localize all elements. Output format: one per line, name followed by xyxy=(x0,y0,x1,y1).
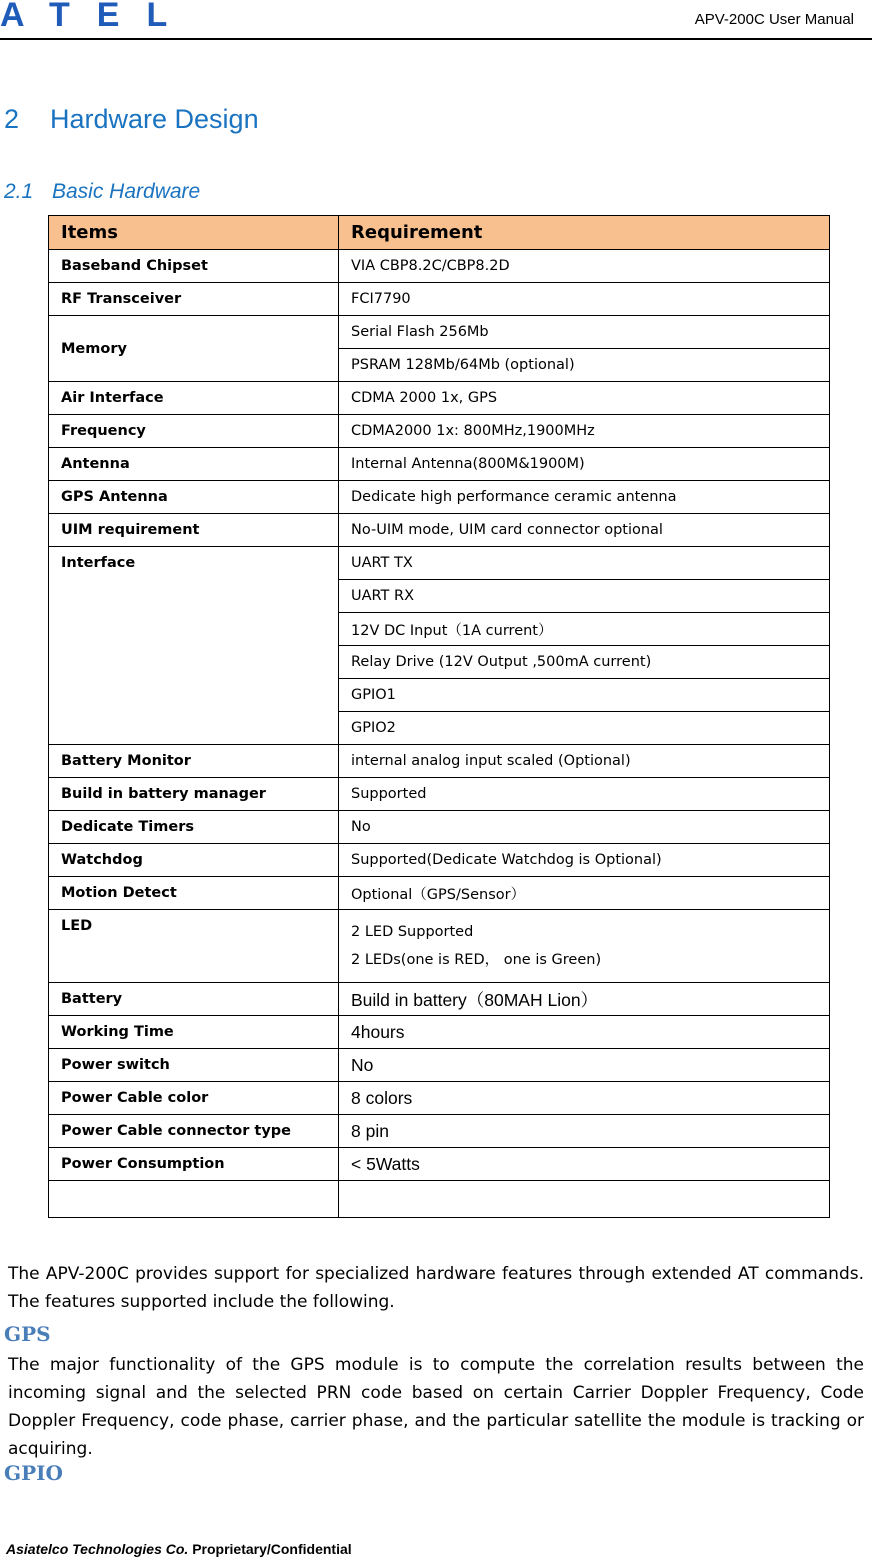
gps-paragraph: The major functionality of the GPS module is to compute the correlation results between the incoming signal and the selected PRN code based on certain Carrier Doppler Frequency, Code Doppler Frequency, code phase, carrier phase, and the particular satellite the module is tracking or acquiring. xyxy=(8,1355,864,1459)
table-row xyxy=(49,250,830,283)
table-row xyxy=(49,415,830,448)
table-row xyxy=(49,481,830,514)
row-key: Working Time xyxy=(49,1016,339,1049)
row-key: UIM requirement xyxy=(49,514,339,547)
table-row xyxy=(49,745,830,778)
row-value: 8 colors xyxy=(339,1082,830,1115)
table-row xyxy=(49,316,830,349)
page-footer xyxy=(6,1541,352,1557)
row-key: RF Transceiver xyxy=(49,283,339,316)
table-row xyxy=(49,844,830,877)
row-value: UART RX xyxy=(339,580,830,613)
row-value: Supported(Dedicate Watchdog is Optional) xyxy=(339,844,830,877)
empty-cell xyxy=(339,1181,830,1218)
gps-heading: GPS xyxy=(4,1322,51,1346)
row-key: Battery Monitor xyxy=(49,745,339,778)
table-row xyxy=(49,382,830,415)
table-header-row xyxy=(49,216,830,250)
subsection-title: Basic Hardware xyxy=(52,180,201,203)
footer-company: Asiatelco Technologies Co. xyxy=(6,1541,189,1557)
row-value: PSRAM 128Mb/64Mb (optional) xyxy=(339,349,830,382)
table-row xyxy=(49,1148,830,1181)
row-value: GPIO2 xyxy=(339,712,830,745)
row-value: UART TX xyxy=(339,547,830,580)
column-header-requirement: Requirement xyxy=(339,216,830,250)
row-value: 4hours xyxy=(339,1016,830,1049)
table-row xyxy=(49,1049,830,1082)
table-row xyxy=(49,448,830,481)
table-row xyxy=(49,877,830,910)
table-row xyxy=(49,514,830,547)
row-value: No xyxy=(339,1049,830,1082)
row-key: Power Cable color xyxy=(49,1082,339,1115)
row-value: 8 pin xyxy=(339,1115,830,1148)
empty-cell xyxy=(49,1181,339,1218)
row-value: < 5Watts xyxy=(339,1148,830,1181)
row-value: Serial Flash 256Mb xyxy=(339,316,830,349)
atel-logo: ATEL xyxy=(0,0,195,34)
row-key: Air Interface xyxy=(49,382,339,415)
row-value: Dedicate high performance ceramic antenna xyxy=(339,481,830,514)
row-value: FCI7790 xyxy=(339,283,830,316)
table-row xyxy=(49,547,830,580)
section-title: Hardware Design xyxy=(50,104,259,134)
intro-paragraph: The APV-200C provides support for specialized hardware features through extended AT commands. The features supported include the following. xyxy=(8,1264,864,1312)
subsection-number: 2.1 xyxy=(4,180,34,203)
row-key: Dedicate Timers xyxy=(49,811,339,844)
table-row xyxy=(49,778,830,811)
footer-note: Proprietary/Confidential xyxy=(192,1541,352,1557)
row-value: 12V DC Input（1A current） xyxy=(339,613,830,646)
row-value: CDMA 2000 1x, GPS xyxy=(339,382,830,415)
row-key: Power Consumption xyxy=(49,1148,339,1181)
row-key: Power switch xyxy=(49,1049,339,1082)
row-value: VIA CBP8.2C/CBP8.2D xyxy=(339,250,830,283)
table-row xyxy=(49,983,830,1016)
table-row xyxy=(49,1016,830,1049)
row-value: Build in battery（80MAH Lion） xyxy=(339,983,830,1016)
row-key: Battery xyxy=(49,983,339,1016)
page-header xyxy=(0,0,872,40)
row-value: Supported xyxy=(339,778,830,811)
table-row xyxy=(49,1115,830,1148)
table-row xyxy=(49,1082,830,1115)
row-value: Optional（GPS/Sensor） xyxy=(339,877,830,910)
document-title: APV-200C User Manual xyxy=(694,11,854,28)
row-key: Build in battery manager xyxy=(49,778,339,811)
row-key: Watchdog xyxy=(49,844,339,877)
row-key: LED xyxy=(49,910,339,983)
row-value: Relay Drive (12V Output ,500mA current) xyxy=(339,646,830,679)
row-key: GPS Antenna xyxy=(49,481,339,514)
table-row xyxy=(49,283,830,316)
row-key: Memory xyxy=(49,316,339,382)
row-value xyxy=(339,910,830,983)
row-value: No xyxy=(339,811,830,844)
subsection-heading xyxy=(4,180,200,204)
led-line-1: 2 LED Supported xyxy=(351,924,474,940)
led-line-2: 2 LEDs(one is RED， one is Green) xyxy=(351,952,602,968)
row-value: CDMA2000 1x: 800MHz,1900MHz xyxy=(339,415,830,448)
row-key: Antenna xyxy=(49,448,339,481)
row-value: No-UIM mode, UIM card connector optional xyxy=(339,514,830,547)
row-key: Frequency xyxy=(49,415,339,448)
table-row xyxy=(49,910,830,983)
gpio-heading: GPIO xyxy=(4,1461,63,1485)
row-key: Power Cable connector type xyxy=(49,1115,339,1148)
row-key: Baseband Chipset xyxy=(49,250,339,283)
row-key: Motion Detect xyxy=(49,877,339,910)
section-number: 2 xyxy=(4,104,20,134)
column-header-items: Items xyxy=(49,216,339,250)
row-value: Internal Antenna(800M&1900M) xyxy=(339,448,830,481)
table-row xyxy=(49,811,830,844)
row-key: Interface xyxy=(49,547,339,745)
table-row-empty xyxy=(49,1181,830,1218)
hardware-spec-table xyxy=(48,215,830,1218)
row-value: GPIO1 xyxy=(339,679,830,712)
row-value: internal analog input scaled (Optional) xyxy=(339,745,830,778)
section-heading xyxy=(4,104,259,135)
